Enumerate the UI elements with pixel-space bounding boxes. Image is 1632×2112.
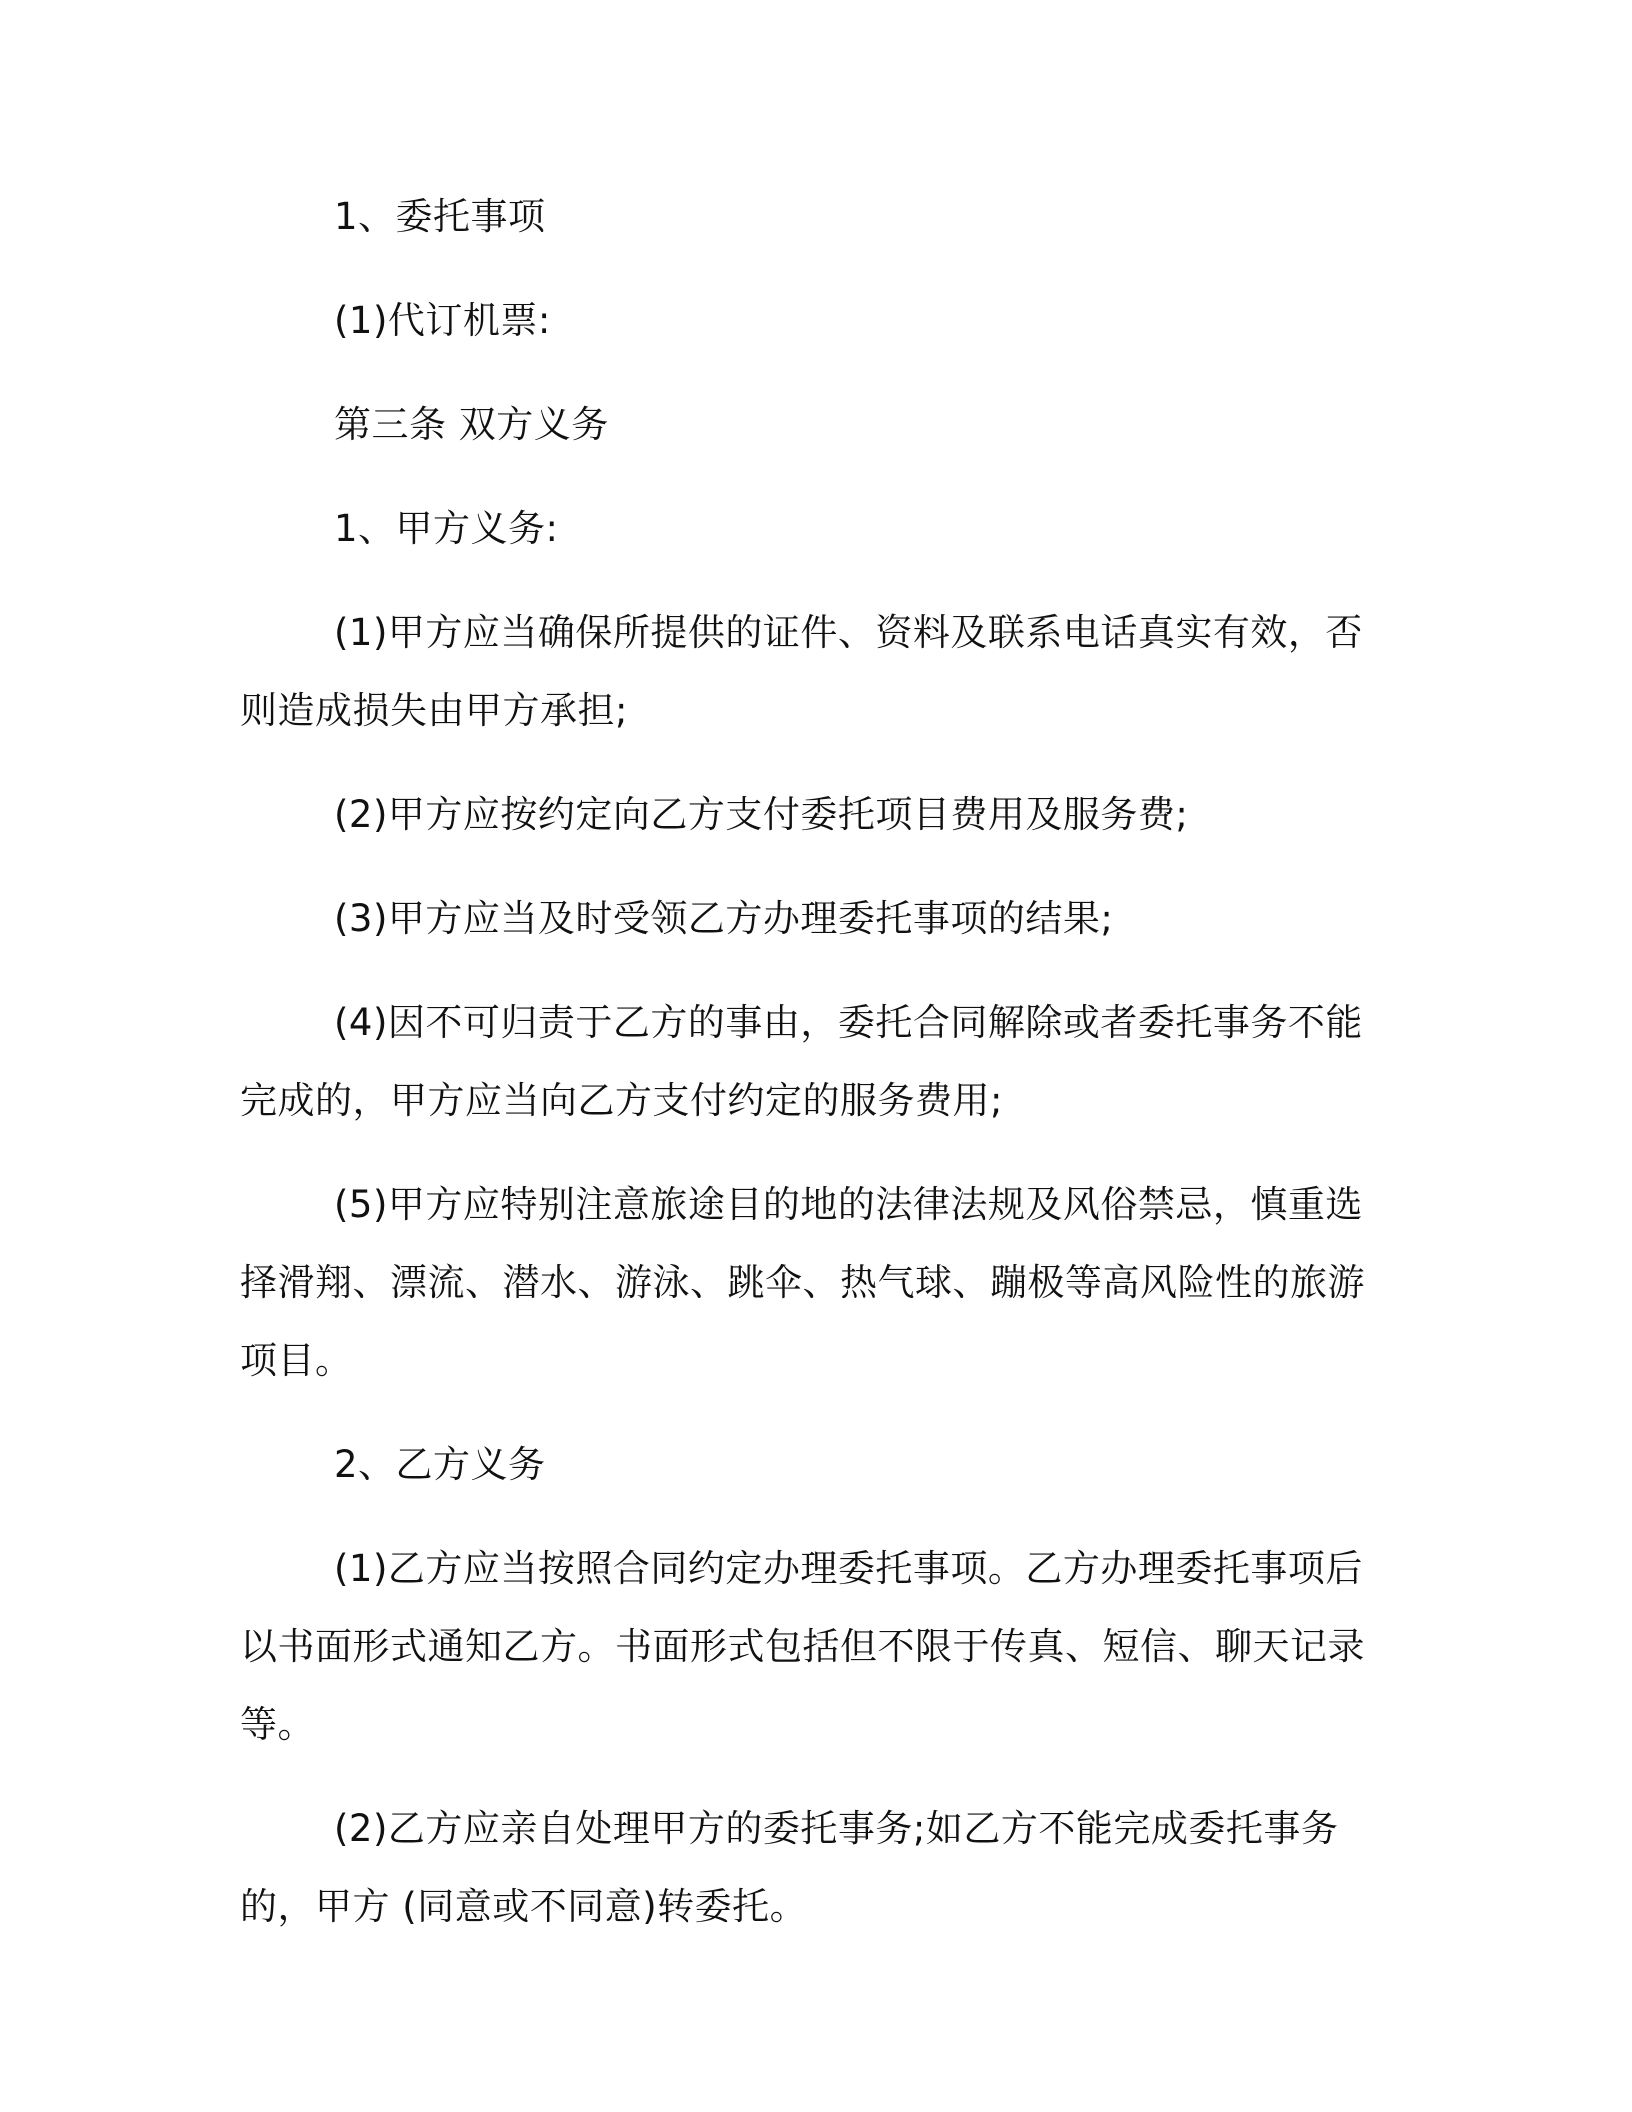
party-a-obligation-1: (1)甲方应当确保所提供的证件、资料及联系电话真实有效，否则造成损失由甲方承担;	[240, 611, 1363, 732]
party-a-obligation-2: (2)甲方应按约定向乙方支付委托项目费用及服务费;	[334, 793, 1189, 836]
section-item-heading: 1、委托事项	[334, 195, 546, 238]
sub-item-booking: (1)代订机票:	[334, 299, 551, 342]
party-b-obligation-2: (2)乙方应亲自处理甲方的委托事务;如乙方不能完成委托事务的，甲方 (同意或不同意)转委托。	[240, 1807, 1339, 1928]
party-a-obligation-4: (4)因不可归责于乙方的事由，委托合同解除或者委托事务不能完成的，甲方应当向乙方支付约定的服务费用;	[240, 1001, 1363, 1122]
party-a-obligation-5: (5)甲方应特别注意旅途目的地的法律法规及风俗禁忌，慎重选择滑翔、漂流、潜水、游泳、跳伞、热气球、蹦极等高风险性的旅游项目。	[240, 1183, 1365, 1382]
document-body	[240, 178, 1392, 1972]
party-b-obligation-1: (1)乙方应当按照合同约定办理委托事项。乙方办理委托事项后以书面形式通知乙方。书面形式包括但不限于传真、短信、聊天记录等。	[240, 1547, 1365, 1746]
party-a-obligations-heading: 1、甲方义务:	[334, 507, 559, 550]
party-a-obligation-3: (3)甲方应当及时受领乙方办理委托事项的结果;	[334, 897, 1114, 940]
article-heading: 第三条 双方义务	[334, 403, 609, 446]
party-b-obligations-heading: 2、乙方义务	[334, 1443, 546, 1486]
